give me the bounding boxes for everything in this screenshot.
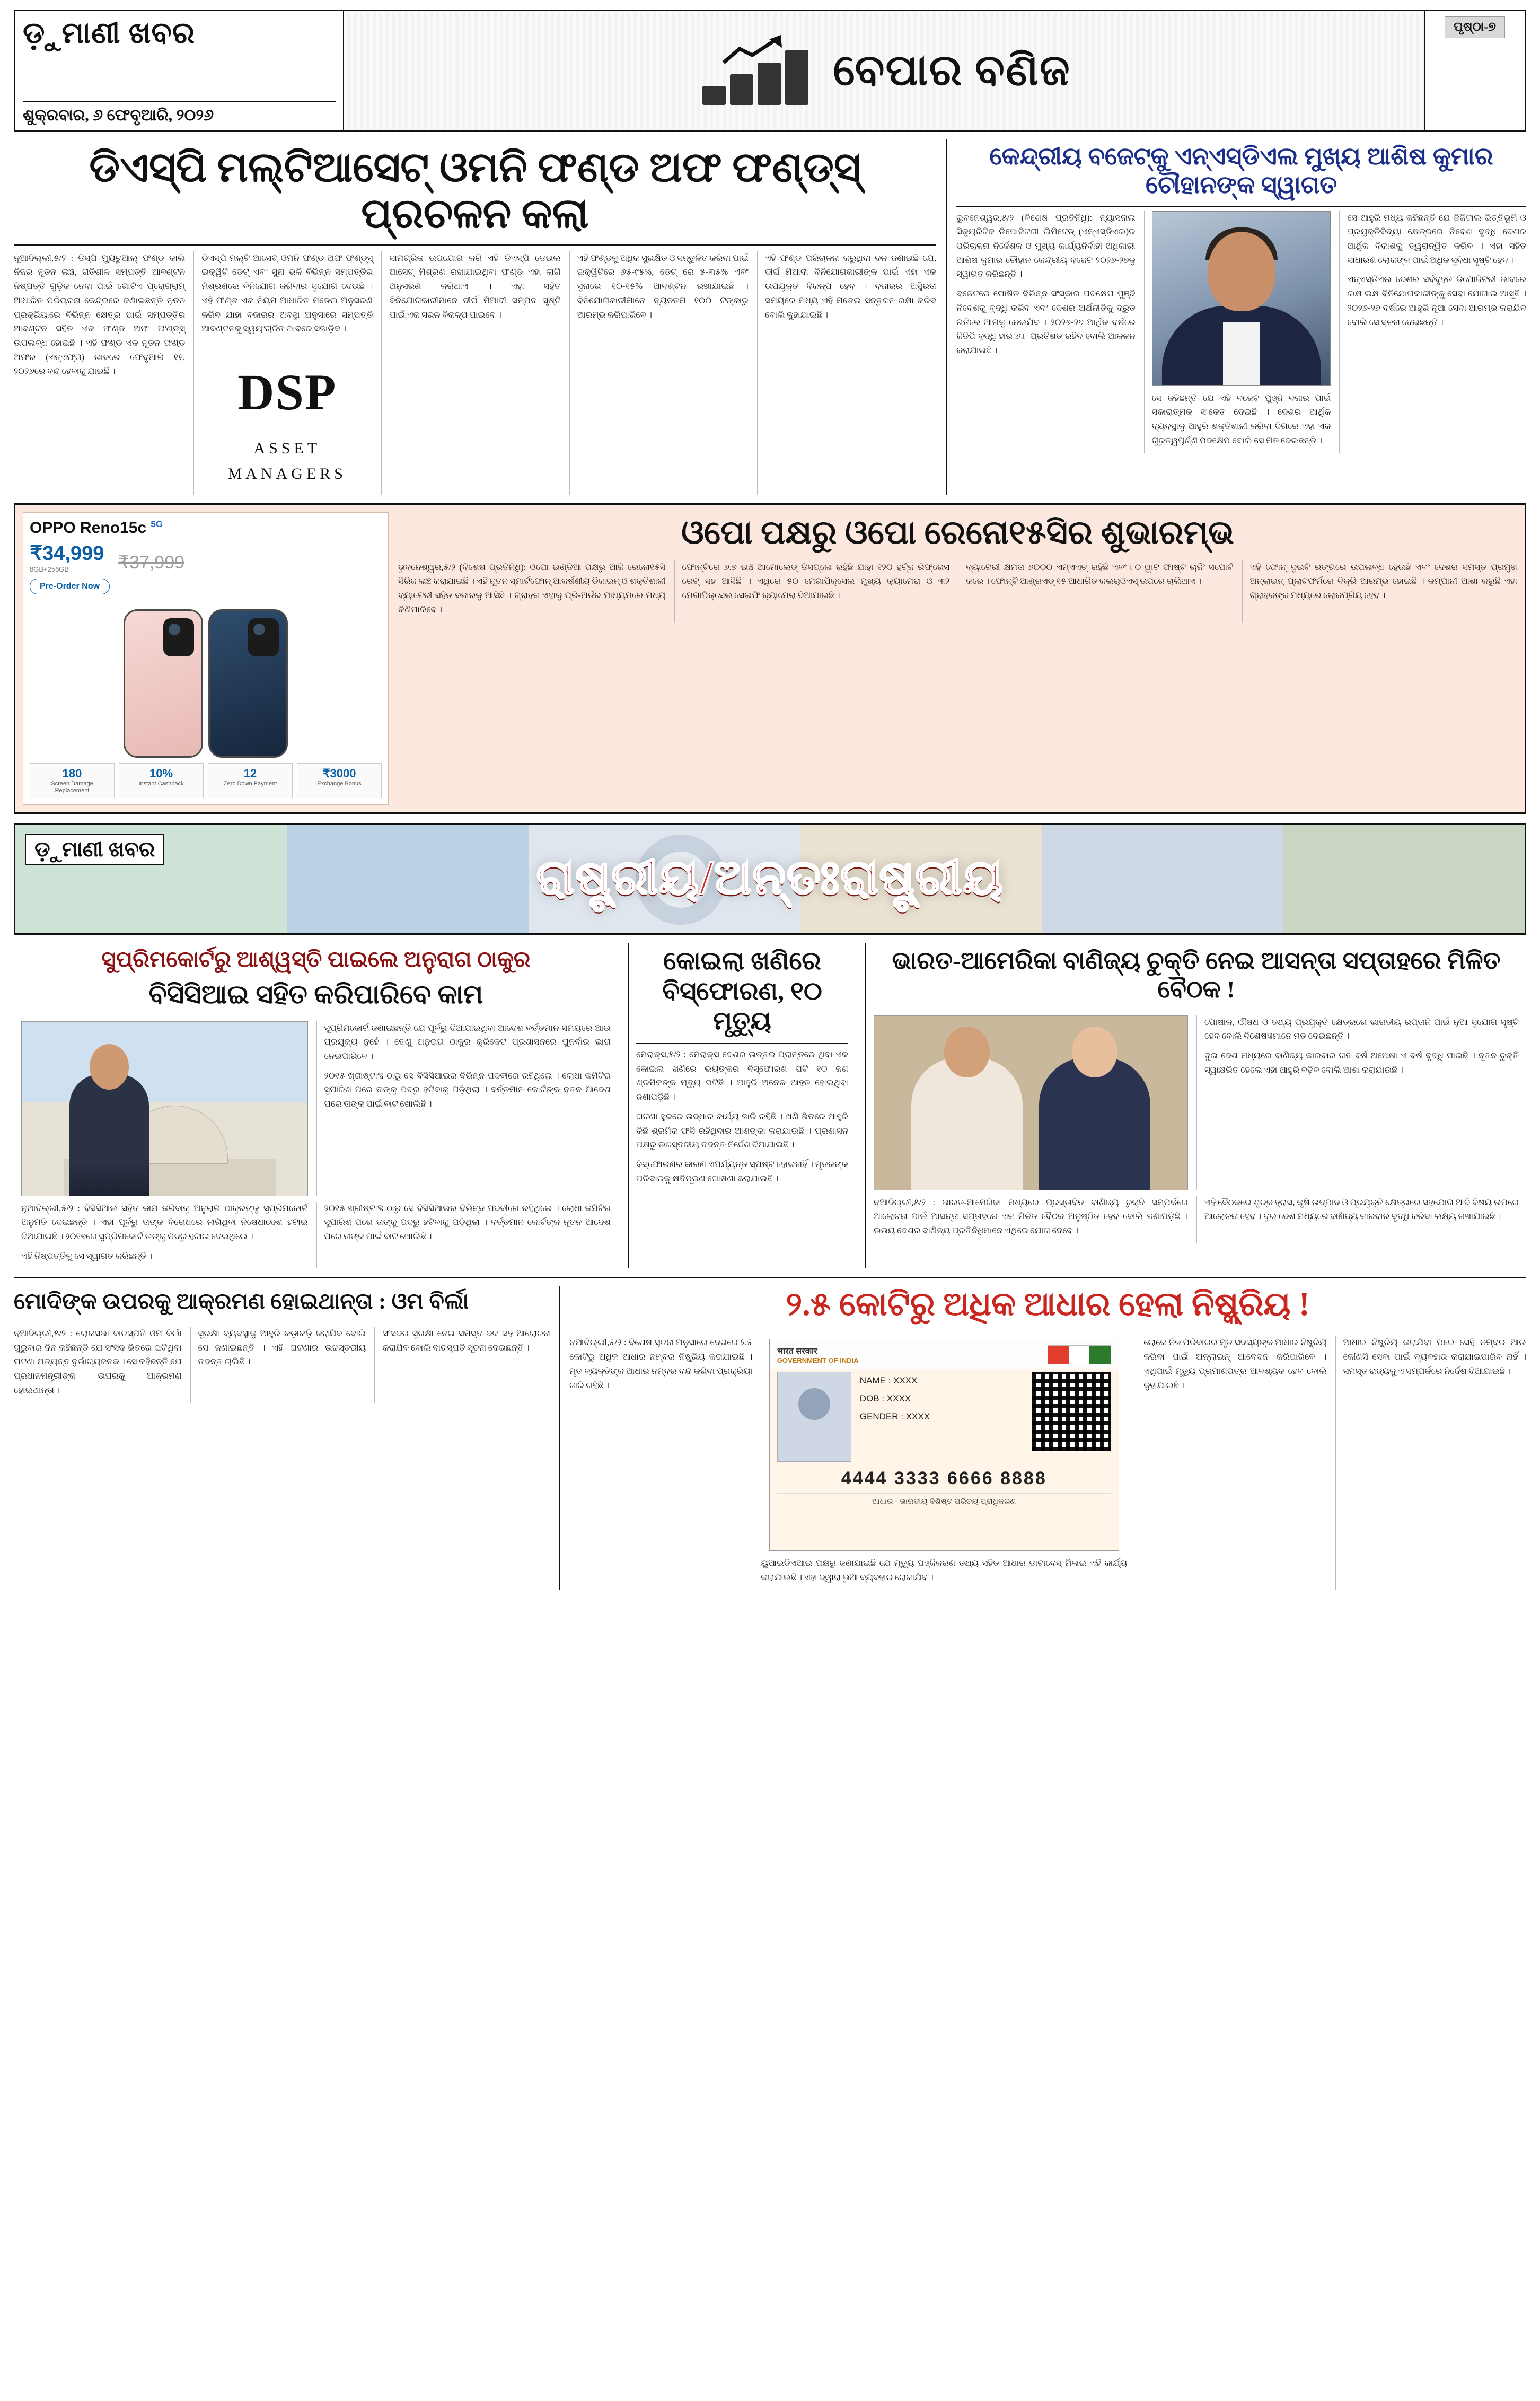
nsdl-paragraph: ଏନ୍‌ଏସ୍‌ଡିଏଲ ଦେଶର ସର୍ବବୃହତ ଡିପୋଜିଟରୀ ଭାବରେ ଲକ୍ଷ ଲକ୍ଷ ବିନିଯୋଗକାରୀଙ୍କୁ ସେବା ଯୋଗାଇ ଆସୁଛି । ୨୦୨୬-୨୭ ବର୍ଷରେ ଆହୁରି ନୂଆ ସେବା ଆରମ୍ଭ କରାଯିବ ବୋଲି ସେ ସୂଚନା ଦେଇଛନ୍ତି । — [1347, 274, 1527, 327]
nsdl-paragraph: ଭୁବନେଶ୍ୱର,୫/୨ (ବିଶେଷ ପ୍ରତିନିଧି): ନ୍ୟାସନାଲ ସିକ୍ୟୁରିଟିଜ ଡିପୋଜିଟରୀ ଲିମିଟେଡ୍ (ଏନ୍‌ଏସ୍‌ଡିଏଲ)ର ପରିଚାଳନା ନିର୍ଦ୍ଦେଶକ ଓ ମୁଖ୍ୟ କାର୍ଯ୍ୟନିର୍ବାହୀ ଅଧିକାରୀ ଆଶିଷ କୁମାର ଚୌହାନ କେନ୍ଦ୍ରୀୟ ବଜେଟ ୨୦୨୬-୨୭କୁ ସ୍ୱାଗତ କରିଛନ୍ତି । — [956, 212, 1136, 279]
trade-top-row — [874, 1015, 1519, 1190]
oppo-price-note: 8GB+256GB — [30, 565, 69, 573]
coal-headline: କୋଇଲା ଖଣିରେ ବିସ୍ଫୋରଣ, ୧୦ ମୃତ୍ୟୁ — [662, 947, 822, 1036]
section-title: ବେପାର ବଣିଜ — [833, 46, 1071, 94]
oppo-price: ₹34,999 — [30, 542, 104, 565]
aadhaar-body-columns — [569, 1336, 1526, 1590]
oppo-column-4 — [1242, 560, 1518, 623]
lead-column-3 — [381, 251, 560, 495]
aadhaar-paragraph: ୟୁଆଇଡିଏଆଇ ପକ୍ଷରୁ ଜଣାଯାଇଛି ଯେ ମୃତ୍ୟୁ ପଞ୍ଜିକରଣ ତଥ୍ୟ ସହିତ ଆଧାର ଡାଟାବେସ୍ ମିଳାଇ ଏହି କାର୍ଯ୍ୟ କରାଯାଉଛି । ଏହା ଦ୍ୱାରା ଭୁଆ ବ୍ୟବହାର ରୋକାଯିବ । — [761, 1558, 1128, 1583]
oppo-product-name — [30, 519, 382, 537]
nsdl-body-columns — [956, 211, 1526, 453]
oppo-story — [398, 512, 1517, 805]
offer-subtitle: Exchange Bonus — [317, 780, 362, 787]
masthead-left — [15, 11, 344, 130]
nsdl-story — [956, 139, 1526, 495]
lead-column-1 — [14, 251, 185, 495]
coal-story — [628, 943, 856, 1268]
oppo-column-1 — [398, 560, 666, 623]
phone-pink — [124, 609, 203, 758]
dsp-brand-tagline: ASSET MANAGERS — [227, 439, 347, 483]
anurag-headline: ବିସିସିଆଇ ସହିତ କରିପାରିବେ କାମ — [148, 979, 483, 1009]
dsp-logo — [201, 341, 373, 495]
anurag-paragraph: ୨୦୧୫ ଖ୍ରୀଷ୍ଟାବ୍ଦ ଠାରୁ ସେ ବିସିସିଆଇର ବିଭିନ୍ନ ପଦବୀରେ ରହିଥିଲେ । ଲୋଧା କମିଟିର ସୁପାରିଶ ପରେ ତାଙ୍କୁ ପଦରୁ ହଟିବାକୁ ପଡ଼ିଥିଲା । ବର୍ତ୍ତମାନ କୋର୍ଟଙ୍କ ନୂତନ ଆଦେଶ ପରେ ତାଙ୍କ ପାଇଁ ବାଟ ଖୋଲିଛି । — [324, 1070, 611, 1109]
coal-paragraph: ଘଟଣା ସ୍ଥଳରେ ଉଦ୍ଧାର କାର୍ଯ୍ୟ ଜାରି ରହିଛି । ଖଣି ଭିତରେ ଆହୁରି କିଛି ଶ୍ରମିକ ଫସି ରହିଥିବାର ଆଶଙ୍କା କରାଯାଉଛି । ପ୍ରଶାସନ ପକ୍ଷରୁ ଉଚ୍ଚସ୍ତରୀୟ ତଦନ୍ତ ନିର୍ଦ୍ଦେଶ ଦିଆଯାଇଛି । — [636, 1111, 848, 1150]
nsdl-paragraph: ବଜେଟରେ ଘୋଷିତ ବିଭିନ୍ନ ସଂସ୍କାର ପଦକ୍ଷେପ ପୁଞ୍ଜି ନିବେଶକୁ ବୃଦ୍ଧି କରିବ ଏବଂ ଦେଶର ଅର୍ଥନୀତିକୁ ଦ୍ରୁତ ଗତିରେ ଆଗକୁ ନେଇଯିବ । ୨୦୨୬-୨୭ ଆର୍ଥିକ ବର୍ଷରେ ଜିଡିପି ବୃଦ୍ଧି ହାର ୬.୮ ପ୍ରତିଶତ ରହିବ ବୋଲି ଆକଳନ କରାଯାଇଛି । — [956, 288, 1136, 355]
lead-column-4 — [569, 251, 749, 495]
oppo-offers — [30, 763, 382, 798]
modi-trump-photo — [874, 1015, 1188, 1190]
offer-title: 10% — [149, 766, 173, 780]
oppo-paragraph: ଭୁବନେଶ୍ୱର,୫/୨ (ବିଶେଷ ପ୍ରତିନିଧି): ଓପୋ ଇଣ୍ଡିଆ ପକ୍ଷରୁ ଆଜି ରେନୋ୧୫ସି ସିରିଜ ଲଞ୍ଚ କରାଯାଇଛି । ଏହି ନୂତନ ସ୍ମାର୍ଟଫୋନ୍ ଆକର୍ଷଣୀୟ ଡିଜାଇନ୍ ଓ ଶକ୍ତିଶାଳୀ ବ୍ୟାଟେରୀ ସହିତ ବଜାରକୁ ଆସିଛି । ଗ୍ରାହକ ଏହାକୁ ପ୍ରି-ଅର୍ଡର ମାଧ୍ୟମରେ ମଧ୍ୟ କିଣିପାରିବେ । — [398, 562, 666, 615]
oppo-paragraph: ବ୍ୟାଟେରୀ କ୍ଷମତା ୬୦୦୦ ଏମ୍‌ଏଏଚ୍ ରହିଛି ଏବଂ ୮୦ ୱାଟ ଫାଷ୍ଟ ଚାର୍ଜିଂ ସପୋର୍ଟ କରେ । ଫୋନ୍‌ଟି ଆଣ୍ଡ୍ରଏଡ୍ ୧୫ ଆଧାରିତ କଲର୍‌ଓଏସ୍ ଉପରେ ଚାଲିଥାଏ । — [966, 562, 1234, 586]
coal-paragraph: ମେରାକ୍ସ,୫/୨ : ମେରାକ୍ସ ଦେଶର ଉତ୍ତର ପ୍ରାନ୍ତରେ ଥିବା ଏକ କୋଇଲା ଖଣିରେ ଭୟଙ୍କର ବିସ୍ଫୋରଣ ଘଟି ୧୦ ଜଣ ଶ୍ରମିକଙ୍କ ମୃତ୍ୟୁ ଘଟିଛି । ଆହୁରି ଅନେକ ଆହତ ହୋଇଥିବା ଜଣାପଡ଼ିଛି । — [636, 1049, 848, 1102]
lead-column-5 — [757, 251, 936, 495]
aadhaar-paragraph: ଆଧାର ନିଷ୍କ୍ରିୟ କରାଯିବା ପରେ ସେହି ନମ୍ବର ଆଉ କୌଣସି ସେବା ପାଇଁ ବ୍ୟବହାର କରାଯାଇପାରିବ ନାହିଁ । ସମସ୍ତ ରାଜ୍ୟକୁ ଏ ସମ୍ପର୍କରେ ନିର୍ଦ୍ଦେଶ ଦିଆଯାଇଛି । — [1343, 1337, 1527, 1376]
modi-paragraph: ନୂଆଦିଲ୍ଲୀ,୫/୨ : ଲୋକସଭା ବାଚସ୍ପତି ଓମ ବିର୍ଲା ଗୁରୁବାର ଦିନ କହିଛନ୍ତି ଯେ ସଂସଦ ଭିତରେ ଘଟିଥିବା ଘଟଣା ଅତ୍ୟନ୍ତ ଦୁର୍ଭାଗ୍ୟଜନକ । ସେ କହିଛନ୍ତି ଯେ ପ୍ରଧାନମନ୍ତ୍ରୀଙ୍କ ଉପରକୁ ଆକ୍ରମଣ ହୋଇଥାନ୍ତା । — [14, 1328, 182, 1395]
aadhaar-card-body — [777, 1372, 1111, 1462]
modi-paragraph: ସୁରକ୍ଷା ବ୍ୟବସ୍ଥାକୁ ଆହୁରି କଡ଼ାକଡ଼ି କରାଯିବ ବୋଲି ସେ ଜଣାଇଛନ୍ତି । ଏହି ଘଟଣାର ଉଚ୍ଚସ୍ତରୀୟ ତଦନ୍ତ ଚାଲିଛି । — [198, 1328, 366, 1367]
trade-column-side — [1196, 1015, 1519, 1190]
aadhaar-card-column — [761, 1336, 1127, 1590]
lead-paragraph: ଡିଏସ୍‌ପି ମଲ୍‌ଟି ଆସେଟ୍ ଓମନି ଫଣ୍ଡ ଅଫ ଫଣ୍ଡ୍‌ସ୍ ଇକ୍ୱିଟି ଡେଟ୍ ଏବଂ ସୁନା ଭଳି ବିଭିନ୍ନ ସମ୍ପତ୍ତିର ମିଶ୍ରଣରେ ବିନିଯୋଗ କରିବାର ସୁଯୋଗ ଦେଉଛି । ଏହି ଫଣ୍ଡ ଏକ ନିୟମ ଆଧାରିତ ମଡେଲ ଅନୁସରଣ କରିବ ଯାହା ବଜାରର ଅବସ୍ଥା ଅନୁସାରେ ସମ୍ପତ୍ତି ଆବଣ୍ଟନକୁ ସ୍ୱୟଂଚାଳିତ ଭାବରେ ସଜାଡ଼ିବ । — [201, 252, 373, 334]
lead-column-2 — [193, 251, 373, 495]
trade-paragraph: ପୋଷାକ, ଔଷଧ ଓ ତଥ୍ୟ ପ୍ରଯୁକ୍ତି କ୍ଷେତ୍ରରେ ଭାରତୀୟ ରପ୍ତାନି ପାଇଁ ନୂଆ ସୁଯୋଗ ସୃଷ୍ଟି ହେବ ବୋଲି ବିଶେଷଜ୍ଞମାନେ ମତ ଦେଇଛନ୍ତି । — [1204, 1017, 1519, 1041]
lead-paragraph: ନୂଆଦିଲ୍ଲୀ,୫/୨ : ଡିସ୍‌ପି ମ୍ୟୁଚୁଆଲ୍ ଫଣ୍ଡ କାଲି ନିଜର ନୂତନ ଲଞ୍ଚ, ଗତିଶୀଳ ସମ୍ପତ୍ତି ଆବଣ୍ଟନ ନିଷ୍ପତ୍ତି ଗୁଡ଼ିକ ନେବା ପାଇଁ ଗୋଟିଏ ପ୍ରୋଗ୍ରାମ୍ ଆଧାରିତ ପରିଚାଳନା କେନ୍ଦ୍ରରେ ଜଣାଇଛନ୍ତି ନୂତନ ପ୍ରକ୍ରିୟାରେ ବିଭିନ୍ନ କ୍ଷେତ୍ର ପାଇଁ ସମ୍ପତ୍ତିର ଆବଣ୍ଟନ ସହିତ ଏକ ଫଣ୍ଡ ଅଫ ଫଣ୍ଡ୍‌ସ୍ ଉପଲବ୍ଧ ହୋଇଛି । ଏହି ଫଣ୍ଡ ଏକ ନୂତନ ଫଣ୍ଡ ଅଫର (ଏନ୍‌ଏଫ୍‌ଓ) ଭାବରେ ଫେବୃଆରି ୧୧, ୨୦୨୬ରେ ବନ୍ଦ ହେବାକୁ ଯାଇଛି । — [14, 252, 186, 376]
aadhaar-footer-text: ଆଧାର - ଭାରତୀୟ ବିଶିଷ୍ଟ ପରିଚୟ ପ୍ରାଧିକରଣ — [777, 1493, 1111, 1506]
anurag-story — [14, 943, 618, 1268]
aadhaar-card-image — [769, 1339, 1119, 1551]
oppo-phone-images — [30, 599, 382, 758]
oppo-column-3 — [958, 560, 1234, 623]
publication-date: ଶୁକ୍ରବାର, ୬ ଫେବୃଆରି, ୨୦୨୬ — [23, 101, 336, 125]
anurag-column-1 — [21, 1202, 308, 1269]
oppo-body-columns — [398, 560, 1517, 623]
anurag-photo-wrap — [21, 1021, 308, 1196]
aadhaar-paragraph: ନୂଆଦିଲ୍ଲୀ,୫/୨ : ବିଶେଷ ସୂଚନା ଅନୁସାରେ ଦେଶରେ ୨.୫ କୋଟିରୁ ଅଧିକ ଆଧାର ନମ୍ବର ନିଷ୍କ୍ରିୟ କରାଯାଇଛି । ମୃତ ବ୍ୟକ୍ତିଙ୍କ ଆଧାର ନମ୍ବର ବନ୍ଦ କରିବା ପ୍ରକ୍ରିୟା ଜାରି ରହିଛି । — [569, 1337, 753, 1390]
supreme-court-photo — [21, 1021, 308, 1196]
masthead-center — [344, 11, 1424, 130]
national-stories — [14, 943, 1526, 1268]
anurag-paragraph: ୨୦୧୫ ଖ୍ରୀଷ୍ଟାବ୍ଦ ଠାରୁ ସେ ବିସିସିଆଇର ବିଭିନ୍ନ ପଦବୀରେ ରହିଥିଲେ । ଲୋଧା କମିଟିର ସୁପାରିଶ ପରେ ତାଙ୍କୁ ପଦରୁ ହଟିବାକୁ ପଡ଼ିଥିଲା । ବର୍ତ୍ତମାନ କୋର୍ଟଙ୍କ ନୂତନ ଆଦେଶ ପରେ ତାଙ୍କ ପାଇଁ ବାଟ ଖୋଲିଛି । — [324, 1203, 611, 1241]
oppo-advertisement[interactable] — [23, 512, 389, 805]
anurag-kicker: ସୁପ୍ରିମକୋର୍ଟରୁ ଆଶ୍ୱସ୍ତି ପାଇଲେ ଅନୁରାଗ ଠାକୁର — [101, 948, 531, 972]
aadhaar-photo-placeholder — [777, 1372, 851, 1462]
top-section — [14, 139, 1526, 495]
aadhaar-field-gender: GENDER : XXXX — [859, 1412, 930, 1422]
anurag-top-row — [21, 1021, 611, 1196]
aadhaar-logo-icon — [1048, 1345, 1111, 1364]
modi-paragraph: ସଂସଦର ସୁରକ୍ଷା ନେଇ ସମସ୍ତ ଦଳ ସହ ଆଲୋଚନା କରାଯିବ ବୋଲି ବାଚସ୍ପତି ସୂଚନା ଦେଇଛନ୍ତି । — [382, 1328, 551, 1353]
nsdl-headline: କେନ୍ଦ୍ରୀୟ ବଜେଟ୍‌କୁ ଏନ୍‌ଏସ୍‌ଡିଏଲ ମୁଖ୍ୟ ଆଶିଷ କୁମାର ଚୌହାନଙ୍କ ସ୍ୱାଗତ — [989, 143, 1493, 199]
offer-subtitle: Screen Damage Replacement — [51, 780, 93, 794]
aadhaar-column-4 — [1335, 1336, 1526, 1590]
trade-story — [865, 943, 1526, 1268]
aadhaar-headline: ୨.୫ କୋଟିରୁ ଅଧିକ ଆଧାର ହେଲା ନିଷ୍କ୍ରିୟ ! — [786, 1286, 1310, 1323]
oppo-5g-badge: 5G — [151, 519, 163, 529]
anurag-bottom-row — [21, 1202, 611, 1269]
trade-bottom-row — [874, 1196, 1519, 1243]
bottom-section — [14, 1277, 1526, 1590]
national-section-title: ରାଷ୍ଟ୍ରୀୟ/ଅନ୍ତଃରାଷ୍ଟ୍ରୀୟ — [536, 852, 1004, 905]
ashish-chauhan-photo — [1152, 211, 1331, 386]
anurag-column-side — [316, 1021, 611, 1196]
nsdl-photo-column — [1144, 211, 1331, 453]
offer-title: 12 — [243, 766, 257, 780]
nsdl-column-1 — [956, 211, 1136, 453]
oppo-headline: ଓପୋ ପକ୍ଷରୁ ଓପୋ ରେନୋ୧୫ସିର ଶୁଭାରମ୍ଭ — [681, 514, 1234, 551]
aadhaar-number: 4444 3333 6666 8888 — [841, 1468, 1047, 1489]
aadhaar-field-dob: DOB : XXXX — [859, 1394, 911, 1404]
offer-title: 180 — [62, 766, 82, 780]
offer-subtitle: Instant Cashback — [138, 780, 184, 787]
modi-column-2 — [190, 1327, 366, 1403]
banner-publication-logo: ଡ଼ୁମାଣୀ ଖବର — [25, 834, 164, 865]
lead-paragraph: ସାମଗ୍ରିକ ଉପଯୋଗ କରି ଏହି ଡିଏସ୍‌ପି ଡେଇଲ ଆସେଟ୍ ମିଶ୍ରଣ ରଖାଯାଇଥିବା ଫଣ୍ଡ ଏହା ଲାଗି ଅନୁସରଣ କରିଥାଏ । ଏହା ସହିତ ବିନିଯୋଗକାରୀମାନେ ଦୀର୍ଘ ମିଆଦୀ ସମ୍ପଦ ସୃଷ୍ଟି ପାଇଁ ଏକ ସରଳ ବିକଳ୍ପ ପାଇବେ । — [389, 252, 561, 320]
coal-column-1 — [636, 1048, 848, 1186]
lead-body-columns — [14, 251, 936, 495]
aadhaar-paragraph: ଲୋକେ ନିଜ ପରିବାରର ମୃତ ସଦସ୍ୟଙ୍କ ଆଧାର ନିଷ୍କ୍ରିୟ କରିବା ପାଇଁ ଅନ୍‌ଲାଇନ୍ ଆବେଦନ କରିପାରିବେ । ଏଥିପାଇଁ ମୃତ୍ୟୁ ପ୍ରମାଣପତ୍ର ଆବଶ୍ୟକ ହେବ ବୋଲି କୁହାଯାଇଛି । — [1143, 1337, 1327, 1390]
coal-paragraph: ବିସ୍ଫୋରଣର କାରଣ ଏପର୍ଯ୍ୟନ୍ତ ସ୍ପଷ୍ଟ ହୋଇନାହିଁ । ମୃତକଙ୍କ ପରିବାରକୁ କ୍ଷତିପୂରଣ ଘୋଷଣା କରାଯାଇଛି । — [636, 1159, 848, 1184]
modi-body-columns — [14, 1327, 550, 1403]
oppo-price-struck: ₹37,999 — [118, 552, 185, 573]
modi-headline: ମୋଦିଙ୍କ ଉପରକୁ ଆକ୍ରମଣ ହୋଇଥାନ୍ତା : ଓମ ବିର୍ଲା — [14, 1290, 469, 1315]
aadhaar-gov-english: GOVERNMENT OF INDIA — [777, 1356, 859, 1365]
trade-paragraph: ଦୁଇ ଦେଶ ମଧ୍ୟରେ ବାଣିଜ୍ୟ କାରବାର ଗତ ବର୍ଷ ଅପେକ୍ଷା ଏ ବର୍ଷ ବୃଦ୍ଧି ପାଇଛି । ନୂତନ ଚୁକ୍ତି ସ୍ୱାକ୍ଷରିତ ହେଲେ ଏହା ଆହୁରି ବଢ଼ିବ ବୋଲି ଆଶା କରାଯାଉଛି । — [1204, 1050, 1519, 1075]
aadhaar-gov-hindi: भारत सरकार — [777, 1347, 817, 1356]
offer-title: ₹3000 — [322, 766, 356, 780]
oppo-preorder-button[interactable]: Pre-Order Now — [30, 579, 110, 594]
offer-item — [208, 763, 293, 798]
growth-arrow-icon — [721, 34, 785, 66]
offer-item — [119, 763, 204, 798]
lead-story — [14, 139, 947, 495]
oppo-product-label: OPPO Reno15c — [30, 519, 147, 537]
modi-column-3 — [374, 1327, 550, 1403]
modi-story — [14, 1286, 560, 1590]
aadhaar-column-3 — [1136, 1336, 1326, 1590]
oppo-column-2 — [674, 560, 950, 623]
anurag-paragraph: ଏହି ନିଷ୍ପତ୍ତିକୁ ସେ ସ୍ୱାଗତ କରିଛନ୍ତି । — [21, 1250, 153, 1261]
masthead-right — [1424, 11, 1525, 130]
masthead — [14, 10, 1526, 132]
aadhaar-field-name: NAME : XXXX — [859, 1375, 918, 1386]
nsdl-paragraph: ସେ କହିଛନ୍ତି ଯେ ଏହି ବଜେଟ ପୁଞ୍ଜି ବଜାର ପାଇଁ ସକାରାତ୍ମକ ସଂକେତ ଦେଇଛି । ଦେଶର ଆର୍ଥିକ ବ୍ୟବସ୍ଥାକୁ ଆହୁରି ଶକ୍ତିଶାଳୀ କରିବା ଦିଗରେ ଏହା ଏକ ଗୁରୁତ୍ୱପୂର୍ଣ୍ଣ ପଦକ୍ଷେପ ବୋଲି ସେ ମତ ଦେଇଛନ୍ତି । — [1151, 392, 1331, 445]
lead-headline: ଡିଏସ୍‌ପି ମଲ୍‌ଟିଆସେଟ୍ ଓମନି ଫଣ୍ଡ ଅଫ ଫଣ୍ଡ୍‌ସ୍ ପ୍ରଚଳନ କଲା — [89, 144, 861, 237]
publication-logo: ଡ଼ୁମାଣୀ ଖବର — [23, 17, 196, 50]
anurag-column-2 — [316, 1202, 611, 1269]
trade-headline: ଭାରତ-ଆମେରିକା ବାଣିଜ୍ୟ ଚୁକ୍ତି ନେଇ ଆସନ୍ତା ସପ୍ତାହରେ ମିଳିତ ବୈଠକ ! — [892, 947, 1501, 1003]
anurag-paragraph: ନୂଆଦିଲ୍ଲୀ,୫/୨ : ବିସିସିଆଇ ସହିତ କାମ କରିବାକୁ ଅନୁରାଗ ଠାକୁରଙ୍କୁ ସୁପ୍ରିମକୋର୍ଟ ଅନୁମତି ଦେଇଛନ୍ତି । ଏହା ପୂର୍ବରୁ ତାଙ୍କ ବିରୋଧରେ ଲାଗିଥିବା ନିଷେଧାଦେଶ ହଟାଇ ଦିଆଯାଇଛି । ୨୦୧୭ରେ ସୁପ୍ରିମକୋର୍ଟ ତାଙ୍କୁ ପଦରୁ ହଟାଇ ଦେଇଥିଲେ । — [21, 1203, 308, 1241]
trade-photo-wrap — [874, 1015, 1188, 1190]
aadhaar-fields — [860, 1372, 930, 1462]
trade-column-1 — [874, 1196, 1188, 1243]
oppo-price-row — [30, 541, 382, 573]
trade-paragraph: ଏହି ବୈଠକରେ ଶୁଳ୍କ ହ୍ରାସ, କୃଷି ଉତ୍ପାଦ ଓ ପ୍ରଯୁକ୍ତି କ୍ଷେତ୍ରରେ ସହଯୋଗ ଆଦି ବିଷୟ ଉପରେ ଆଲୋଚନା ହେବ । ଦୁଇ ଦେଶ ମଧ୍ୟରେ ବାଣିଜ୍ୟ କାରବାର ବୃଦ୍ଧି କରିବା ଲକ୍ଷ୍ୟ ରଖାଯାଇଛି । — [1204, 1197, 1519, 1222]
coins-graphic-icon — [697, 31, 819, 110]
trade-column-2 — [1196, 1196, 1519, 1243]
lead-paragraph: ଏହି ଫଣ୍ଡ ପରିଚାଳନା କରୁଥିବା ଦଳ ଜଣାଇଛି ଯେ, ଦୀର୍ଘ ମିଆଦୀ ବିନିଯୋଗକାରୀଙ୍କ ପାଇଁ ଏହା ଏକ ଉପଯୁକ୍ତ ବିକଳ୍ପ ହେବ । ବଜାରର ଅସ୍ଥିରତା ସମୟରେ ମଧ୍ୟ ଏହି ମଡେଲ ସନ୍ତୁଳନ ରକ୍ଷା କରିବ ବୋଲି କୁହାଯାଇଛି । — [764, 252, 937, 320]
oppo-paragraph: ଫୋନ୍‌ଟିରେ ୬.୭ ଇଞ୍ଚ ଆମୋଲେଡ୍ ଡିସପ୍ଲେ ରହିଛି ଯାହା ୧୨୦ ହର୍ଟ୍‌ଜ ରିଫ୍ରେସ ରେଟ୍ ସହ ଆସିଛି । ଏଥିରେ ୫୦ ମେଗାପିକ୍ସେଲ ମୁଖ୍ୟ କ୍ୟାମେରା ଓ ୩୨ ମେଗାପିକ୍ସେଲ ସେଲଫି କ୍ୟାମେରା ଦିଆଯାଇଛି । — [682, 562, 949, 601]
offer-item — [30, 763, 115, 798]
nsdl-column-3 — [1339, 211, 1526, 453]
anurag-paragraph: ସୁପ୍ରିମକୋର୍ଟ ଜଣାଇଛନ୍ତି ଯେ ପୂର୍ବରୁ ଦିଆଯାଇଥିବା ଆଦେଶ ବର୍ତ୍ତମାନ ସମୟରେ ଆଉ ପ୍ରଯୁଜ୍ୟ ନୁହେଁ । ତେଣୁ ଅନୁରାଗ ଠାକୁର କ୍ରିକେଟ ପ୍ରଶାସନରେ ପୁନର୍ବାର ଭାଗ ନେଇପାରିବେ । — [324, 1022, 611, 1061]
trade-paragraph: ନୂଆଦିଲ୍ଲୀ,୫/୨ : ଭାରତ-ଆମେରିକା ମଧ୍ୟରେ ପ୍ରସ୍ତାବିତ ବାଣିଜ୍ୟ ଚୁକ୍ତି ସମ୍ପର୍କରେ ଆଲୋଚନା ପାଇଁ ଆସନ୍ତା ସପ୍ତାହରେ ଏକ ମିଳିତ ବୈଠକ ଅନୁଷ୍ଠିତ ହେବ ବୋଲି ଜଣାପଡ଼ିଛି । ଉଭୟ ଦେଶର ବାଣିଜ୍ୟ ପ୍ରତିନିଧିମାନେ ଏଥିରେ ଯୋଗ ଦେବେ । — [874, 1197, 1188, 1236]
aadhaar-column-1 — [569, 1336, 752, 1590]
national-section-banner — [14, 823, 1526, 935]
modi-column-1 — [14, 1327, 182, 1403]
phone-blue — [208, 609, 288, 758]
aadhaar-card-header — [777, 1345, 1111, 1364]
lead-paragraph: ଏହି ଫଣ୍ଡକୁ ଅଧିକ ସୁରକ୍ଷିତ ଓ ସନ୍ତୁଳିତ କରିବା ପାଇଁ ଇକ୍ୱିଟିରେ ୬୫-୯୫%, ଡେଟ୍ ରେ ୫-୩୫% ଏବଂ ସୁନାରେ ୧୦-୧୫% ଆବଣ୍ଟନ ରଖାଯାଇଛି । ବିନିଯୋଗକାରୀମାନେ ନ୍ୟୂନତମ ୧୦୦ ଟଙ୍କାରୁ ଆରମ୍ଭ କରିପାରିବେ । — [577, 252, 749, 320]
oppo-paragraph: ଏହି ଫୋନ୍ ଦୁଇଟି ରଙ୍ଗରେ ଉପଲବ୍ଧ ହେଉଛି ଏବଂ ଦେଶର ସମସ୍ତ ପ୍ରମୁଖ ଅନ୍‌ଲାଇନ୍ ପ୍ଲାଟଫର୍ମରେ ବିକ୍ରି ଆରମ୍ଭ ହୋଇଛି । କମ୍ପାନୀ ଆଶା କରୁଛି ଏହା ଗ୍ରାହକଙ୍କ ମଧ୍ୟରେ ଲୋକପ୍ରିୟ ହେବ । — [1249, 562, 1517, 601]
aadhaar-emblem-icon — [777, 1345, 859, 1364]
aadhaar-qr-code-icon — [1032, 1372, 1111, 1451]
page-number-badge: ପୃଷ୍ଠା-୭ — [1445, 16, 1505, 38]
offer-item — [297, 763, 382, 798]
nsdl-paragraph: ସେ ଆହୁରି ମଧ୍ୟ କହିଛନ୍ତି ଯେ ଡିଜିଟାଲ ଭିତ୍ତିଭୂମି ଓ ପ୍ରଯୁକ୍ତିବିଦ୍ୟା କ୍ଷେତ୍ରରେ ନିବେଶ ବୃଦ୍ଧି ଦେଶର ଆର୍ଥିକ ବିକାଶକୁ ତ୍ୱରାନ୍ୱିତ କରିବ । ଏହା ସହିତ ସାଧାରଣ ଲୋକଙ୍କ ପାଇଁ ଅଧିକ ସୁବିଧା ସୃଷ୍ଟି ହେବ । — [1347, 212, 1527, 265]
dsp-brand-name: DSP — [237, 364, 337, 421]
offer-subtitle: Zero Down Payment — [223, 780, 277, 787]
aadhaar-story — [569, 1286, 1526, 1590]
aadhaar-column-2 — [761, 1556, 1127, 1584]
oppo-section — [14, 503, 1526, 814]
